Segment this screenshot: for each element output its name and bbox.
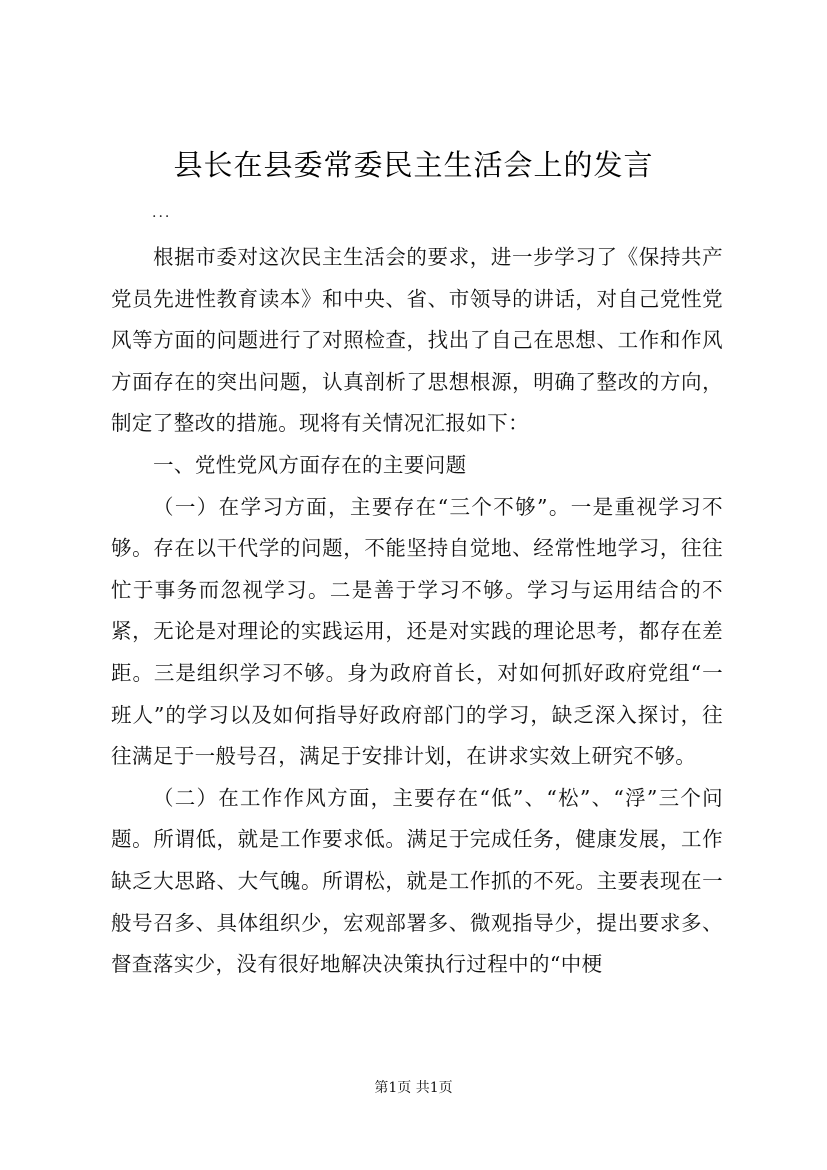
document-body (111, 237, 723, 986)
paragraph-work-style: （二）在工作作风方面，主要存在“低”、“松”、“浮”三个问题。所谓低，就是工作要求低。满足于完成任务，健康发展，工作缺乏大思路、大气魄。所谓松，就是工作抓的不死。主要表现在一般号召多、具体组织少，宏观部署多、微观指导少，提出要求多、督查落实少，没有很好地解决决策执行过程中的“中梗 (111, 785, 723, 977)
paragraph-intro: 根据市委对这次民主生活会的要求，进一步学习了《保持共产党员先进性教育读本》和中央、省、市领导的讲话，对自己党性党风等方面的问题进行了对照检查，找出了自己在思想、工作和作风方面存在的突出问题，认真剖析了思想根源，明确了整改的方向，制定了整改的措施。现将有关情况汇报如下： (111, 245, 723, 436)
document-title: 县长在县委常委民主生活会上的发言 (173, 148, 654, 182)
paragraph-study: （一）在学习方面，主要存在“三个不够”。一是重视学习不够。存在以干代学的问题，不能坚持自觉地、经常性地学习，往往忙于事务而忽视学习。二是善于学习不够。学习与运用结合的不紧，无论是对理论的实践运用，还是对实践的理论思考，都存在差距。三是组织学习不够。身为政府首长，对如何抓好政府党组“一班人”的学习以及如何指导好政府部门的学习，缺乏深入探讨，往往满足于一般号召，满足于安排计划，在讲求实效上研究不够。 (111, 494, 723, 769)
ellipsis-marker: ... (152, 205, 172, 221)
section-heading: 一、党性党风方面存在的主要问题 (153, 452, 467, 477)
page-footer: 第1页 共1页 (374, 1080, 453, 1096)
